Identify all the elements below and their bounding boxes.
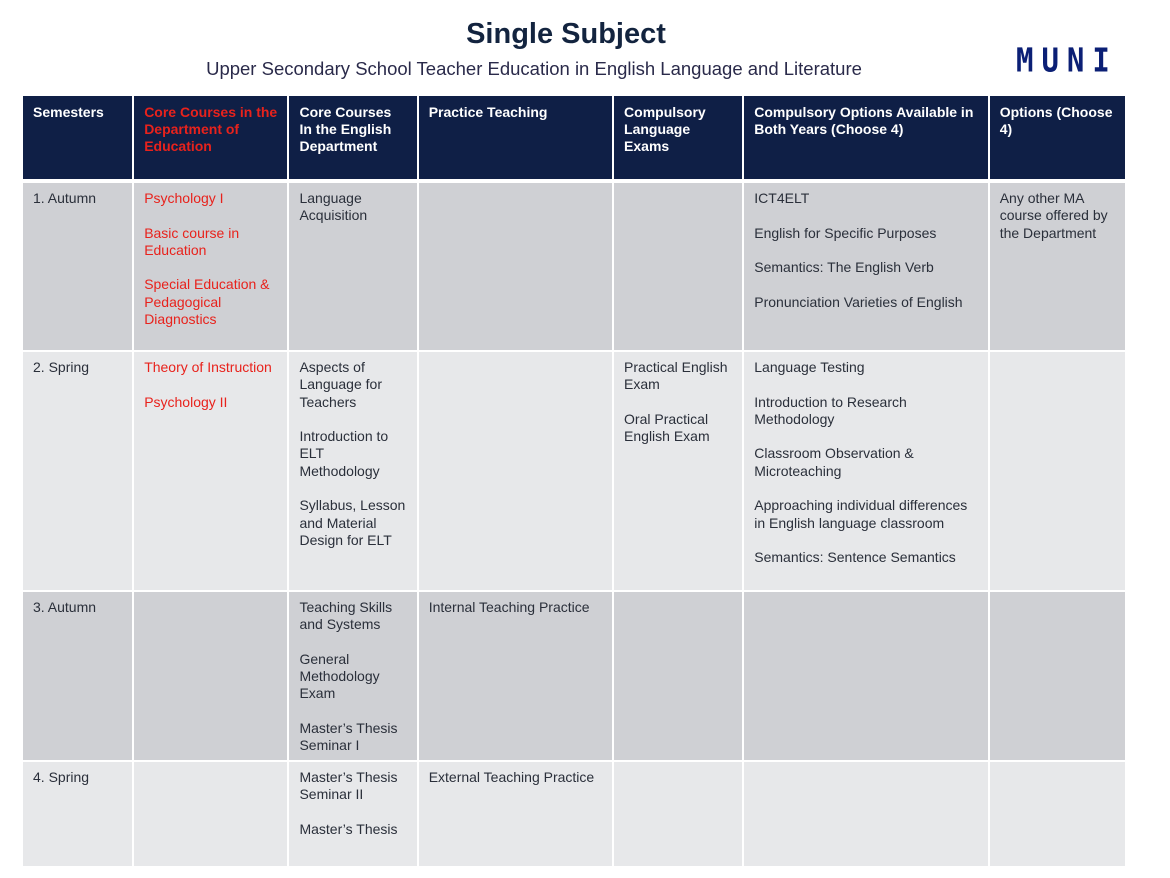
options-cell	[990, 352, 1125, 592]
course-item: English for Specific Purposes	[754, 224, 937, 241]
compulsory-options-cell	[744, 762, 987, 868]
course-item: Practical English Exam	[624, 359, 728, 393]
education-core-cell	[134, 352, 287, 592]
options-cell	[990, 762, 1125, 868]
curriculum-table	[21, 96, 1127, 868]
semester-cell: 3. Autumn	[23, 592, 132, 762]
practice-teaching-cell	[419, 762, 612, 868]
course-item: Introduction to Research Methodology	[754, 393, 907, 427]
table-row	[23, 352, 1125, 592]
practice-teaching-cell	[419, 352, 612, 592]
options-cell	[990, 592, 1125, 762]
course-item: External Teaching Practice	[428, 769, 595, 785]
education-core-cell	[134, 592, 287, 762]
english-core-cell	[289, 592, 416, 762]
course-item: Master’s Thesis Seminar I	[299, 720, 398, 754]
table-row	[23, 183, 1125, 352]
column-header-education-core: Core Courses in the Department of Education	[134, 96, 287, 183]
compulsory-options-cell	[744, 183, 987, 352]
english-core-cell	[289, 183, 416, 352]
course-item: Any other MA course offered by the Department	[999, 190, 1108, 241]
table-row	[23, 762, 1125, 868]
course-item: Basic course in Education	[144, 224, 240, 258]
language-exams-cell	[614, 762, 742, 868]
course-item: Master’s Thesis	[299, 820, 398, 837]
page-title: Single Subject	[466, 18, 666, 50]
english-core-cell	[289, 352, 416, 592]
course-item: Teaching Skills and Systems	[299, 599, 393, 633]
course-item: Syllabus, Lesson and Material Design for ELT	[299, 497, 406, 548]
education-core-cell	[134, 762, 287, 868]
course-item: Theory of Instruction	[144, 359, 272, 375]
course-item: Internal Teaching Practice	[428, 599, 590, 615]
compulsory-options-cell	[744, 352, 987, 592]
language-exams-cell	[614, 352, 742, 592]
semester-cell: 2. Spring	[23, 352, 132, 592]
compulsory-options-cell	[744, 592, 987, 762]
course-item: Language Testing	[754, 359, 865, 375]
semester-cell: 4. Spring	[23, 762, 132, 868]
practice-teaching-cell	[419, 592, 612, 762]
course-item: Introduction to ELT Methodology	[299, 428, 389, 479]
column-header-options: Options (Choose 4)	[990, 96, 1125, 183]
course-item: Semantics: The English Verb	[754, 259, 934, 276]
course-item: Psychology II	[144, 393, 228, 410]
course-item: Aspects of Language for Teachers	[299, 359, 382, 410]
course-item: Classroom Observation & Microteaching	[754, 445, 914, 479]
options-cell	[990, 183, 1125, 352]
english-core-cell	[289, 762, 416, 868]
page-subtitle: Upper Secondary School Teacher Education in English Language and Literature	[206, 58, 862, 79]
table-row	[23, 592, 1125, 762]
language-exams-cell	[614, 183, 742, 352]
column-header-semesters: Semesters	[23, 96, 132, 183]
education-core-cell	[134, 183, 287, 352]
semester-cell: 1. Autumn	[23, 183, 132, 352]
course-item: Approaching individual differences in English language classroom	[754, 497, 968, 531]
course-item: ICT4ELT	[754, 190, 810, 206]
practice-teaching-cell	[419, 183, 612, 352]
course-item: Semantics: Sentence Semantics	[754, 549, 956, 566]
course-item: Psychology I	[144, 190, 224, 206]
course-item: General Methodology Exam	[299, 650, 380, 702]
muni-logo: MUNI	[1016, 40, 1118, 80]
course-item: Pronunciation Varieties of English	[754, 293, 963, 310]
header-row	[23, 96, 1125, 183]
column-header-compulsory-options: Compulsory Options Available in Both Years (Choose 4)	[744, 96, 987, 183]
course-item: Oral Practical English Exam	[624, 410, 710, 445]
course-item: Master’s Thesis Seminar II	[299, 769, 398, 803]
column-header-language-exams: Compulsory Language Exams	[614, 96, 742, 183]
column-header-practice-teaching: Practice Teaching	[419, 96, 612, 183]
column-header-english-core: Core Courses In the English Department	[289, 96, 416, 183]
course-item: Special Education & Pedagogical Diagnostics	[144, 276, 270, 328]
language-exams-cell	[614, 592, 742, 762]
course-item: Language Acquisition	[299, 190, 368, 224]
